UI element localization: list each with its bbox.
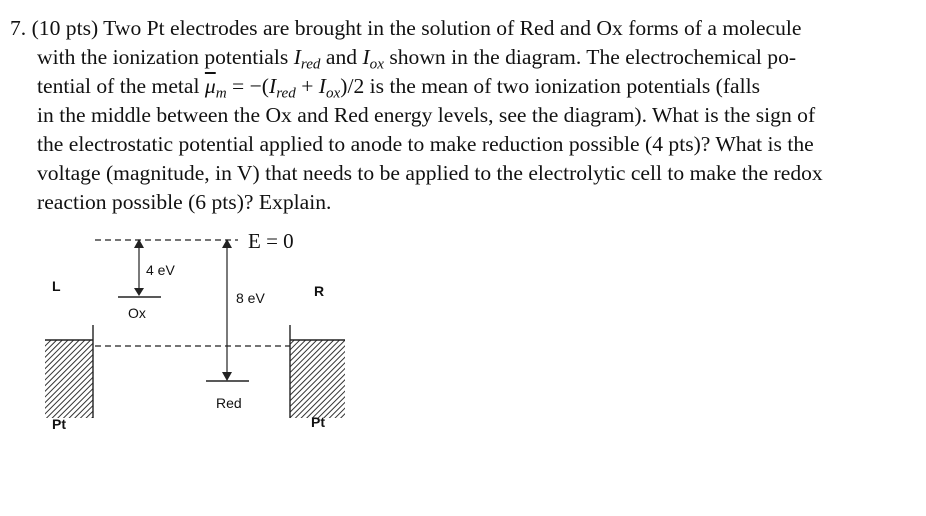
right-electrode-hatch: [290, 340, 345, 418]
problem-line-5: the electrostatic potential applied to anode to make reduction possible (4 pts)? What is the: [37, 132, 814, 156]
problem-line-6: voltage (magnitude, in V) that needs to be applied to the electrolytic cell to make the redox: [37, 161, 823, 185]
left-label: L: [52, 278, 61, 294]
problem-line-7: reaction possible (6 pts)? Explain.: [37, 190, 332, 214]
problem-line-3: tential of the metal $\overline{\mu}_m = -(I_{red} + I_{ox})/2$ is the mean of two ionization potentials (falls: [37, 74, 761, 102]
problem-line-1: 7. (10 pts) Two Pt electrodes are brought in the solution of Red and Ox forms of a molecule: [10, 16, 802, 40]
problem-line-2: with the ionization potentials $I_{red}$ and $I_{ox}$ shown in the diagram. The electrochemical po-: [37, 45, 797, 73]
right-metal-label: Pt: [311, 414, 325, 430]
left-electrode-hatch: [45, 340, 93, 418]
left-metal-label: Pt: [52, 416, 66, 432]
red-gap-arrow: [222, 239, 232, 381]
ox-gap-label: 4 eV: [146, 262, 175, 278]
problem-line-4: in the middle between the Ox and Red energy levels, see the diagram). What is the sign of: [37, 103, 816, 127]
ox-label: Ox: [128, 305, 146, 321]
red-gap-label: 8 eV: [236, 290, 265, 306]
ox-gap-arrow: [134, 239, 144, 296]
red-label: Red: [216, 395, 242, 411]
right-label: R: [314, 283, 325, 299]
e-zero-label: E = 0: [248, 229, 294, 253]
